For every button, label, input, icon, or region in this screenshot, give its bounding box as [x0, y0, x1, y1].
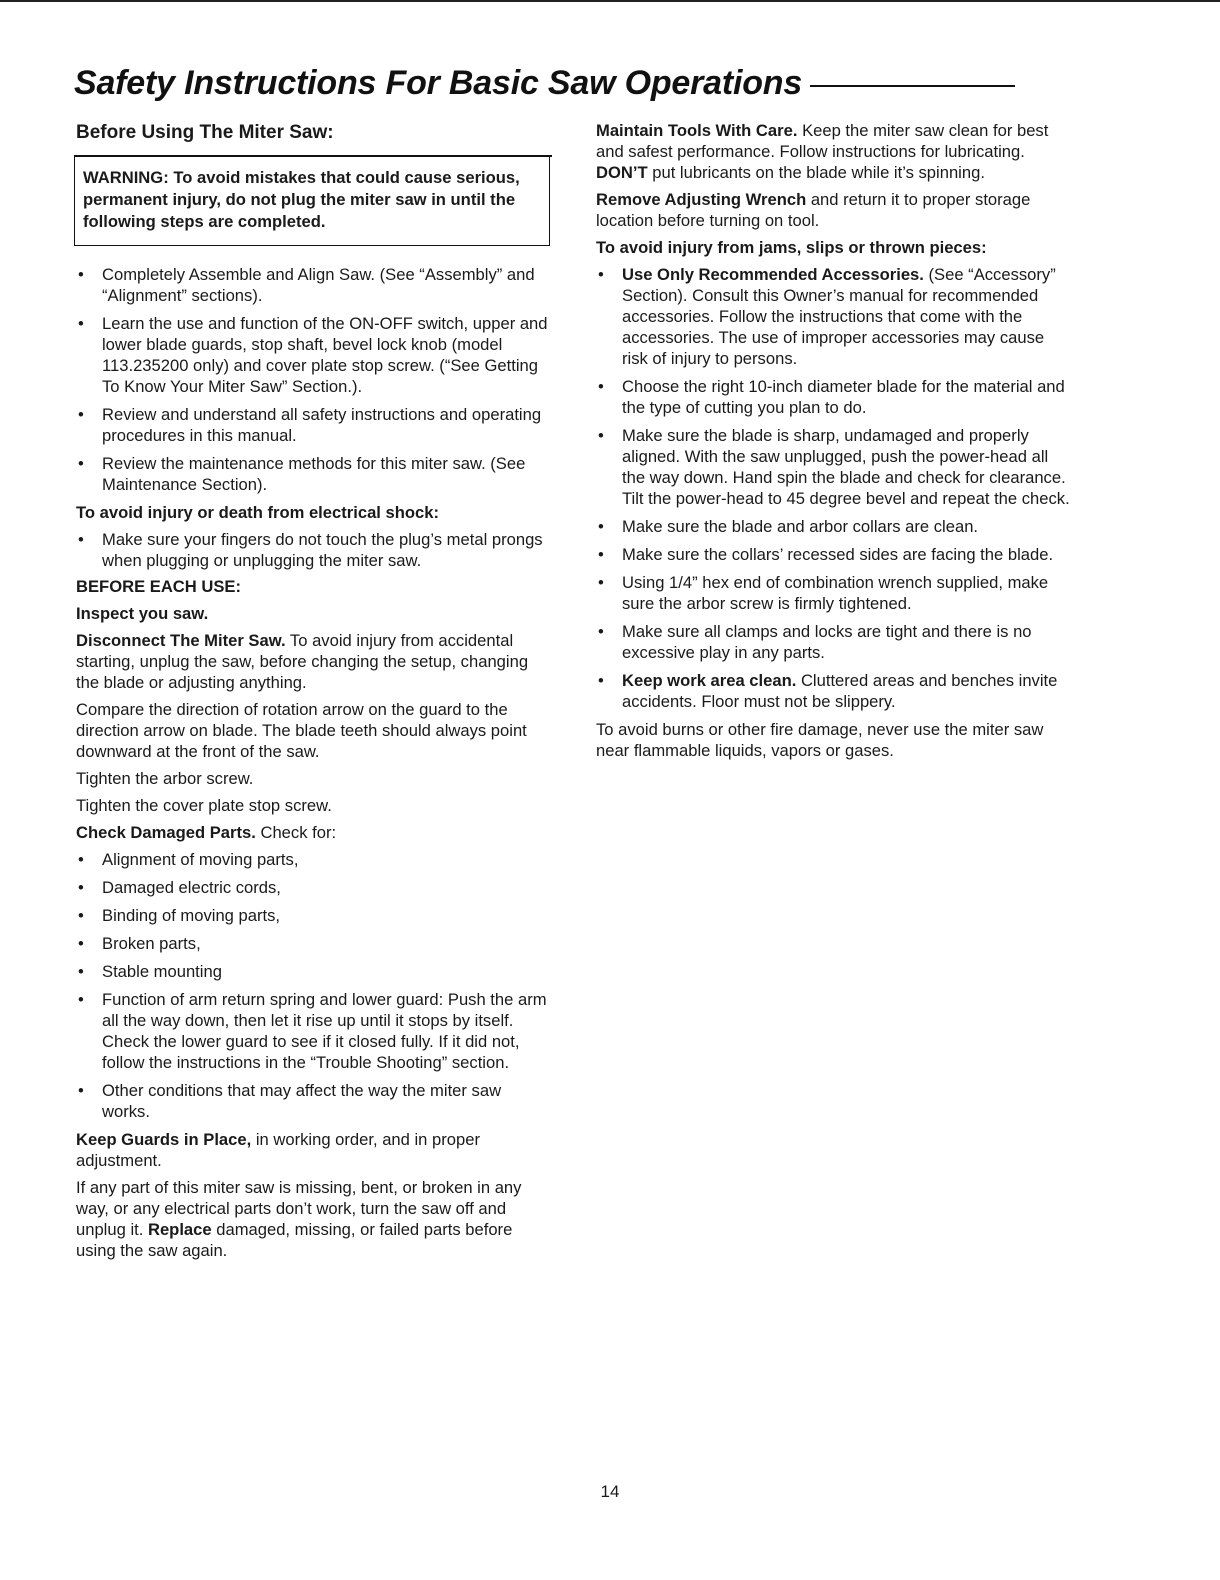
list-item: • Function of arm return spring and lower guard: Push the arm all the way down, then let it rise up until it stops by itself. Check the lower guard to see if it closed fully. If it did not, follow the instructions in the “Trouble Shooting” section. — [76, 989, 550, 1073]
top-rule — [0, 0, 1220, 2]
clean-text: Cluttered areas and benches invite accidents. Floor must not be slippery. — [622, 671, 1058, 711]
tighten-cover-paragraph: Tighten the cover plate stop screw. — [76, 796, 332, 815]
missing-text: If any part of this miter saw is missing, bent, or broken in any way, or any electrical parts don’t work, turn the saw off and unplug it. — [76, 1178, 522, 1239]
warning-box: WARNING: To avoid mistakes that could cause serious, permanent injury, do not plug the miter saw in until the following steps are completed. — [74, 155, 550, 246]
list-item: • Make sure the blade is sharp, undamaged and properly aligned. With the saw unplugged, push the power-head all the way down. Hand spin the blade and check for clearance. Tilt the power-head to 45 degree bevel and repeat the check. — [596, 425, 1070, 509]
jams-list — [596, 264, 1070, 712]
list-item: • Make sure your fingers do not touch the plug’s metal prongs when plugging or unplugging the miter saw. — [76, 529, 550, 571]
wrench-label: Remove Adjusting Wrench — [596, 190, 807, 209]
list-item: • Binding of moving parts, — [76, 905, 550, 926]
list-item: • Make sure all clamps and locks are tight and there is no excessive play in any parts. — [596, 621, 1070, 663]
guards-label: Keep Guards in Place, — [76, 1130, 252, 1149]
list-item: • Make sure the blade and arbor collars are clean. — [596, 516, 1070, 537]
wrench-text: and return it to proper storage location before turning on tool. — [596, 190, 1031, 230]
section-heading: Before Using The Miter Saw: — [76, 122, 334, 143]
maintain-text: Keep the miter saw clean for best and safest performance. Follow instructions for lubricating. — [596, 121, 1049, 161]
title-rule — [810, 85, 1015, 87]
list-item: • Other conditions that may affect the way the miter saw works. — [76, 1080, 550, 1122]
guards-text: in working order, and in proper adjustment. — [76, 1130, 480, 1170]
list-item: • Damaged electric cords, — [76, 877, 550, 898]
page-title: Safety Instructions For Basic Saw Operations — [74, 63, 803, 102]
prep-list — [76, 264, 550, 495]
list-item: • Learn the use and function of the ON-OFF switch, upper and lower blade guards, stop shaft, bevel lock knob (model 113.235200 only) and cover plate stop screw. (“See Getting To Know Your Miter Saw” Section.). — [76, 313, 550, 397]
right-column — [596, 120, 1070, 767]
compare-paragraph: Compare the direction of rotation arrow on the guard to the direction arrow on blade. The blade teeth should always point downward at the front of the saw. — [76, 700, 527, 761]
list-item: • Completely Assemble and Align Saw. (See “Assembly” and “Alignment” sections). — [76, 264, 550, 306]
page-number: 14 — [600, 1482, 620, 1501]
burns-paragraph: To avoid burns or other fire damage, never use the miter saw near flammable liquids, vapors or gases. — [596, 720, 1044, 760]
shock-list — [76, 529, 550, 571]
list-item: • Stable mounting — [76, 961, 550, 982]
maintain-paragraph — [596, 120, 1070, 183]
list-item: • Review the maintenance methods for this miter saw. (See Maintenance Section). — [76, 453, 550, 495]
shock-heading: To avoid injury or death from electrical shock: — [76, 503, 439, 522]
check-list — [76, 849, 550, 1122]
maintain-text-2: put lubricants on the blade while it’s spinning. — [647, 163, 985, 182]
guards-paragraph — [76, 1129, 550, 1171]
list-item: • Review and understand all safety instructions and operating procedures in this manual. — [76, 404, 550, 446]
accessories-text: (See “Accessory” Section). Consult this Owner’s manual for recommended accessories. Follow the instructions that come with the accessories. The use of improper accessories may cause risk of injury to persons. — [622, 265, 1056, 368]
inspect-heading: Inspect you saw. — [76, 604, 209, 623]
list-item — [596, 670, 1070, 712]
list-item: • Using 1/4” hex end of combination wrench supplied, make sure the arbor screw is firmly tightened. — [596, 572, 1070, 614]
wrench-paragraph — [596, 189, 1070, 231]
replace-text: damaged, missing, or failed parts before using the saw again. — [76, 1220, 513, 1260]
disconnect-text: To avoid injury from accidental starting, unplug the saw, before changing the setup, changing the blade or adjusting anything. — [76, 631, 529, 692]
list-item — [596, 264, 1070, 369]
disconnect-paragraph — [76, 630, 550, 693]
disconnect-label: Disconnect The Miter Saw. — [76, 631, 286, 650]
left-column — [76, 120, 550, 1267]
dont-label: DON’T — [596, 163, 648, 182]
title-row — [74, 58, 1074, 108]
list-item: • Choose the right 10-inch diameter blade for the material and the type of cutting you plan to do. — [596, 376, 1070, 418]
list-item: • Alignment of moving parts, — [76, 849, 550, 870]
clean-label: Keep work area clean. — [622, 671, 797, 690]
tighten-arbor-paragraph: Tighten the arbor screw. — [76, 769, 254, 788]
jams-heading: To avoid injury from jams, slips or thrown pieces: — [596, 238, 987, 257]
replace-label: Replace — [147, 1220, 212, 1239]
list-item: • Broken parts, — [76, 933, 550, 954]
missing-paragraph — [76, 1177, 550, 1261]
accessories-label: Use Only Recommended Accessories. — [622, 265, 924, 284]
list-item: • Make sure the collars’ recessed sides are facing the blade. — [596, 544, 1070, 565]
before-each-use-heading: BEFORE EACH USE: — [76, 577, 242, 596]
check-label: Check Damaged Parts. — [76, 823, 256, 842]
check-text: Check for: — [255, 823, 337, 842]
check-paragraph — [76, 822, 550, 843]
maintain-label: Maintain Tools With Care. — [596, 121, 798, 140]
